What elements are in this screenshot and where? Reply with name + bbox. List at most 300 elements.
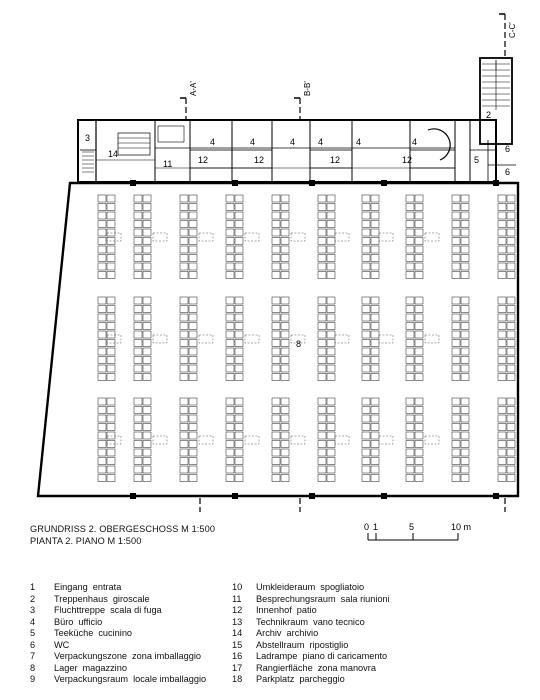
rack-bay: [461, 407, 469, 414]
rack-bay: [452, 263, 460, 270]
rack-bay: [235, 263, 243, 270]
rack-bay: [498, 466, 506, 473]
rack-bay: [281, 246, 289, 253]
rack-bay: [107, 204, 115, 211]
legend-left: [30, 582, 206, 686]
rack-bay: [327, 365, 335, 372]
section-label-a: A-A': [189, 81, 198, 96]
rack-bay: [406, 263, 414, 270]
room-label-buero: 4: [412, 137, 418, 147]
rack-bay: [371, 357, 379, 364]
rack-bay: [281, 323, 289, 330]
rack-bay: [281, 272, 289, 279]
rack-bay: [143, 441, 151, 448]
room-label-buero: 4: [318, 137, 324, 147]
room-label-innenhof: 12: [330, 155, 341, 165]
rack-bay: [98, 246, 106, 253]
rack-bay: [406, 424, 414, 431]
section-label-c: C-C': [508, 22, 517, 38]
rack-bay: [452, 331, 460, 338]
rack-bay: [415, 357, 423, 364]
legend-term-german: Verpackungszone: [54, 651, 128, 661]
rack-bay: [327, 212, 335, 219]
rack-bay: [507, 263, 515, 270]
rack-bay: [272, 365, 280, 372]
rack-bay: [235, 357, 243, 364]
rack-bay: [318, 323, 326, 330]
rack-bay: [180, 398, 188, 405]
rack-bay: [415, 365, 423, 372]
rack-bay: [452, 365, 460, 372]
room-label-treppenhaus: 2: [486, 110, 492, 120]
rack-bay: [98, 212, 106, 219]
rack-bay: [143, 331, 151, 338]
rack-bay: [406, 398, 414, 405]
rack-bay: [406, 449, 414, 456]
rack-bay: [189, 331, 197, 338]
legend-term-italian: spogliatoio: [320, 582, 365, 592]
room-label-innenhof: 12: [254, 155, 265, 165]
plan-title-german: GRUNDRISS 2. OBERGESCHOSS M 1:500: [30, 524, 216, 534]
rack-bay: [235, 212, 243, 219]
rack-bay: [189, 229, 197, 236]
pallet-outline: [291, 436, 305, 444]
rack-bay: [371, 272, 379, 279]
rack-bay: [272, 204, 280, 211]
rack-bay: [461, 221, 469, 228]
rack-bay: [371, 365, 379, 372]
scale-label-5: 5: [409, 522, 415, 532]
rack-bay: [189, 475, 197, 482]
rack-bay: [281, 221, 289, 228]
rack-bay: [362, 297, 370, 304]
legend-number: 2: [30, 593, 36, 604]
rack-bay: [272, 449, 280, 456]
legend-item: [232, 605, 390, 617]
pallet-outline: [245, 335, 259, 343]
rack-bay: [180, 365, 188, 372]
rack-bay: [226, 255, 234, 262]
rack-bay: [498, 357, 506, 364]
rack-bay: [281, 449, 289, 456]
rack-bay: [327, 323, 335, 330]
rack-bay: [180, 204, 188, 211]
rack-bay: [235, 331, 243, 338]
rack-bay: [98, 374, 106, 381]
rack-bay: [143, 466, 151, 473]
rack-bay: [452, 398, 460, 405]
rack-bay: [452, 204, 460, 211]
pallet-outline: [335, 436, 349, 444]
rack-bay: [327, 229, 335, 236]
rack-bay: [327, 475, 335, 482]
rack-bay: [272, 415, 280, 422]
pallet-outline: [335, 335, 349, 343]
rack-bay: [143, 238, 151, 245]
rack-bay: [107, 449, 115, 456]
legend-item: [30, 674, 206, 686]
rack-bay: [107, 212, 115, 219]
rack-bay: [226, 331, 234, 338]
rack-bay: [226, 263, 234, 270]
room-label-buero: 4: [290, 137, 296, 147]
rack-bay: [180, 195, 188, 202]
rack-bay: [452, 314, 460, 321]
rack-bay: [272, 297, 280, 304]
rack-bay: [226, 246, 234, 253]
rack-bay: [143, 263, 151, 270]
rack-bay: [272, 314, 280, 321]
rack-bay: [452, 297, 460, 304]
legend-term-italian: zona manovra: [317, 662, 376, 673]
rack-bay: [143, 306, 151, 313]
rack-bay: [143, 204, 151, 211]
rack-bay: [272, 212, 280, 219]
rack-bay: [189, 204, 197, 211]
rack-bay: [180, 449, 188, 456]
rack-bay: [318, 398, 326, 405]
rack-bay: [406, 374, 414, 381]
rack-bay: [461, 195, 469, 202]
rack-bay: [461, 263, 469, 270]
rack-bay: [134, 449, 142, 456]
rack-bay: [318, 272, 326, 279]
rack-bay: [406, 238, 414, 245]
rack-bay: [452, 348, 460, 355]
rack-bay: [318, 357, 326, 364]
rack-bay: [180, 331, 188, 338]
legend-item: [30, 605, 206, 617]
rack-bay: [272, 306, 280, 313]
rack-bay: [107, 221, 115, 228]
rack-bay: [507, 323, 515, 330]
rack-bay: [272, 357, 280, 364]
rack-bay: [452, 255, 460, 262]
rack-bay: [461, 449, 469, 456]
rack-bay: [180, 221, 188, 228]
legend-item: [232, 594, 390, 606]
rack-bay: [318, 212, 326, 219]
rack-bay: [143, 255, 151, 262]
rack-bay: [452, 441, 460, 448]
rack-bay: [180, 212, 188, 219]
rack-bay: [189, 458, 197, 465]
rack-bay: [189, 441, 197, 448]
legend-term-italian: vano tecnico: [313, 616, 365, 627]
rack-bay: [143, 314, 151, 321]
rack-bay: [134, 212, 142, 219]
rack-bay: [327, 374, 335, 381]
rack-bay: [507, 424, 515, 431]
rack-bay: [98, 449, 106, 456]
rack-bay: [235, 246, 243, 253]
rack-bay: [143, 272, 151, 279]
rack-bay: [134, 255, 142, 262]
rack-bay: [498, 323, 506, 330]
rack-bay: [235, 466, 243, 473]
rack-bay: [415, 475, 423, 482]
rack-bay: [362, 331, 370, 338]
room-label-buero: 4: [356, 137, 362, 147]
rack-bay: [452, 374, 460, 381]
rack-bay: [107, 263, 115, 270]
rack-bay: [498, 458, 506, 465]
pallet-outline: [107, 335, 121, 343]
rack-bay: [371, 424, 379, 431]
rack-bay: [107, 466, 115, 473]
rack-bay: [98, 348, 106, 355]
rack-bay: [406, 272, 414, 279]
legend-item: [30, 582, 206, 594]
rack-bay: [507, 306, 515, 313]
rack-bay: [180, 340, 188, 347]
rack-bay: [143, 221, 151, 228]
rack-bay: [452, 272, 460, 279]
rack-bay: [452, 229, 460, 236]
rack-bay: [507, 348, 515, 355]
storage-racks: [98, 195, 515, 482]
rack-bay: [406, 407, 414, 414]
rack-bay: [107, 195, 115, 202]
rack-bay: [327, 441, 335, 448]
rack-bay: [461, 297, 469, 304]
rack-bay: [507, 221, 515, 228]
legend-number: 15: [232, 639, 243, 650]
rack-bay: [134, 374, 142, 381]
rack-bay: [189, 449, 197, 456]
rack-bay: [107, 306, 115, 313]
rack-bay: [189, 246, 197, 253]
rack-bay: [107, 297, 115, 304]
pallet-outline: [153, 335, 167, 343]
rack-bay: [406, 475, 414, 482]
rack-bay: [507, 475, 515, 482]
rack-bay: [272, 229, 280, 236]
rack-bay: [318, 449, 326, 456]
room-label-teekueche: 5: [474, 155, 480, 165]
rack-bay: [98, 331, 106, 338]
rack-bay: [362, 263, 370, 270]
rack-bay: [498, 441, 506, 448]
rack-bay: [507, 398, 515, 405]
section-label-b: B-B': [303, 81, 312, 96]
rack-bay: [371, 348, 379, 355]
rack-bay: [461, 331, 469, 338]
rack-bay: [98, 314, 106, 321]
rack-bay: [362, 323, 370, 330]
rack-bay: [226, 229, 234, 236]
pallet-outline: [425, 436, 439, 444]
pallet-outline: [245, 436, 259, 444]
room-label-buero: 4: [210, 137, 216, 147]
rack-bay: [415, 424, 423, 431]
rack-bay: [189, 415, 197, 422]
rack-bay: [498, 263, 506, 270]
room-label-wc-bottom: 6: [505, 167, 511, 177]
rack-bay: [461, 357, 469, 364]
rack-bay: [452, 306, 460, 313]
rack-bay: [98, 432, 106, 439]
rack-bay: [272, 466, 280, 473]
rack-bay: [362, 466, 370, 473]
rack-bay: [189, 263, 197, 270]
rack-bay: [406, 195, 414, 202]
rack-bay: [362, 348, 370, 355]
room-label-archiv: 14: [108, 149, 119, 159]
rack-bay: [461, 475, 469, 482]
rack-bay: [134, 204, 142, 211]
rack-bay: [507, 212, 515, 219]
rack-bay: [452, 246, 460, 253]
rack-bay: [415, 407, 423, 414]
rack-bay: [226, 212, 234, 219]
rack-bay: [134, 221, 142, 228]
rack-bay: [189, 272, 197, 279]
rack-bay: [318, 229, 326, 236]
rack-bay: [98, 441, 106, 448]
rack-bay: [415, 441, 423, 448]
rack-bay: [107, 458, 115, 465]
rack-bay: [318, 432, 326, 439]
rack-bay: [235, 398, 243, 405]
rack-bay: [318, 221, 326, 228]
pallet-outline: [425, 335, 439, 343]
rack-bay: [507, 238, 515, 245]
rack-bay: [415, 449, 423, 456]
rack-bay: [107, 331, 115, 338]
rack-bay: [134, 365, 142, 372]
rack-bay: [406, 297, 414, 304]
rack-bay: [415, 466, 423, 473]
rack-bay: [134, 314, 142, 321]
rack-bay: [327, 195, 335, 202]
rack-bay: [189, 365, 197, 372]
rack-bay: [235, 449, 243, 456]
rack-bay: [180, 306, 188, 313]
rack-bay: [281, 348, 289, 355]
rack-bay: [498, 432, 506, 439]
rack-bay: [406, 432, 414, 439]
rack-bay: [362, 365, 370, 372]
rack-bay: [143, 246, 151, 253]
rack-bay: [107, 348, 115, 355]
rack-bay: [362, 255, 370, 262]
rack-bay: [272, 221, 280, 228]
rack-bay: [318, 246, 326, 253]
rack-bay: [461, 374, 469, 381]
rack-bay: [371, 306, 379, 313]
rack-bay: [498, 374, 506, 381]
rack-bay: [281, 212, 289, 219]
rack-bay: [180, 323, 188, 330]
legend-term-german: Archiv: [256, 628, 282, 638]
rack-bay: [134, 432, 142, 439]
legend-number: 14: [232, 628, 243, 638]
rack-bay: [180, 475, 188, 482]
rack-bay: [235, 415, 243, 422]
rack-bay: [143, 229, 151, 236]
legend-item: [232, 617, 390, 629]
legend-number: 13: [232, 616, 243, 627]
rack-bay: [143, 475, 151, 482]
rack-bay: [461, 458, 469, 465]
rack-bay: [507, 357, 515, 364]
rack-bay: [189, 221, 197, 228]
scale-bar: [368, 533, 458, 540]
rack-bay: [189, 314, 197, 321]
rack-bay: [362, 415, 370, 422]
rack-bay: [406, 415, 414, 422]
rack-bay: [134, 340, 142, 347]
rack-bay: [272, 458, 280, 465]
rack-bay: [180, 263, 188, 270]
rack-bay: [406, 466, 414, 473]
rack-bay: [461, 246, 469, 253]
rack-bay: [107, 374, 115, 381]
rack-bay: [180, 297, 188, 304]
pallet-outline: [153, 233, 167, 241]
rack-bay: [507, 297, 515, 304]
rack-bay: [272, 255, 280, 262]
rack-bay: [371, 441, 379, 448]
legend-term-italian: archivio: [286, 628, 319, 638]
room-label-fluchttreppe: 3: [85, 133, 91, 143]
legend-term-italian: locale imballaggio: [133, 674, 207, 684]
rack-bay: [371, 314, 379, 321]
rack-bay: [143, 297, 151, 304]
rack-bay: [143, 374, 151, 381]
rack-bay: [415, 229, 423, 236]
legend-term-italian: ufficio: [78, 616, 103, 627]
pallet-outline: [379, 233, 393, 241]
rack-bay: [272, 195, 280, 202]
legend-number: 10: [232, 582, 243, 592]
rack-bay: [415, 348, 423, 355]
rack-bay: [235, 297, 243, 304]
rack-bay: [98, 357, 106, 364]
rack-bay: [498, 407, 506, 414]
legend-term-german: Parkplatz: [256, 674, 295, 684]
rack-bay: [507, 314, 515, 321]
rack-bay: [281, 466, 289, 473]
rack-bay: [362, 314, 370, 321]
section-marker-ticks: [180, 14, 505, 98]
rack-bay: [406, 314, 414, 321]
rack-bay: [406, 255, 414, 262]
rack-bay: [235, 306, 243, 313]
rack-bay: [415, 272, 423, 279]
rack-bay: [107, 272, 115, 279]
rack-bay: [189, 432, 197, 439]
rack-bay: [318, 365, 326, 372]
rack-bay: [180, 238, 188, 245]
pallet-outline: [425, 233, 439, 241]
pallet-outline: [199, 436, 213, 444]
rack-bay: [107, 357, 115, 364]
rack-bay: [134, 238, 142, 245]
rack-bay: [452, 195, 460, 202]
legend-term-italian: cucinino: [98, 628, 133, 638]
rack-bay: [406, 340, 414, 347]
rack-bay: [498, 348, 506, 355]
legend-number: 3: [30, 605, 36, 615]
rack-bay: [226, 314, 234, 321]
rack-bay: [461, 466, 469, 473]
rack-bay: [362, 441, 370, 448]
rack-bay: [362, 272, 370, 279]
rack-bay: [189, 348, 197, 355]
rack-bay: [281, 297, 289, 304]
